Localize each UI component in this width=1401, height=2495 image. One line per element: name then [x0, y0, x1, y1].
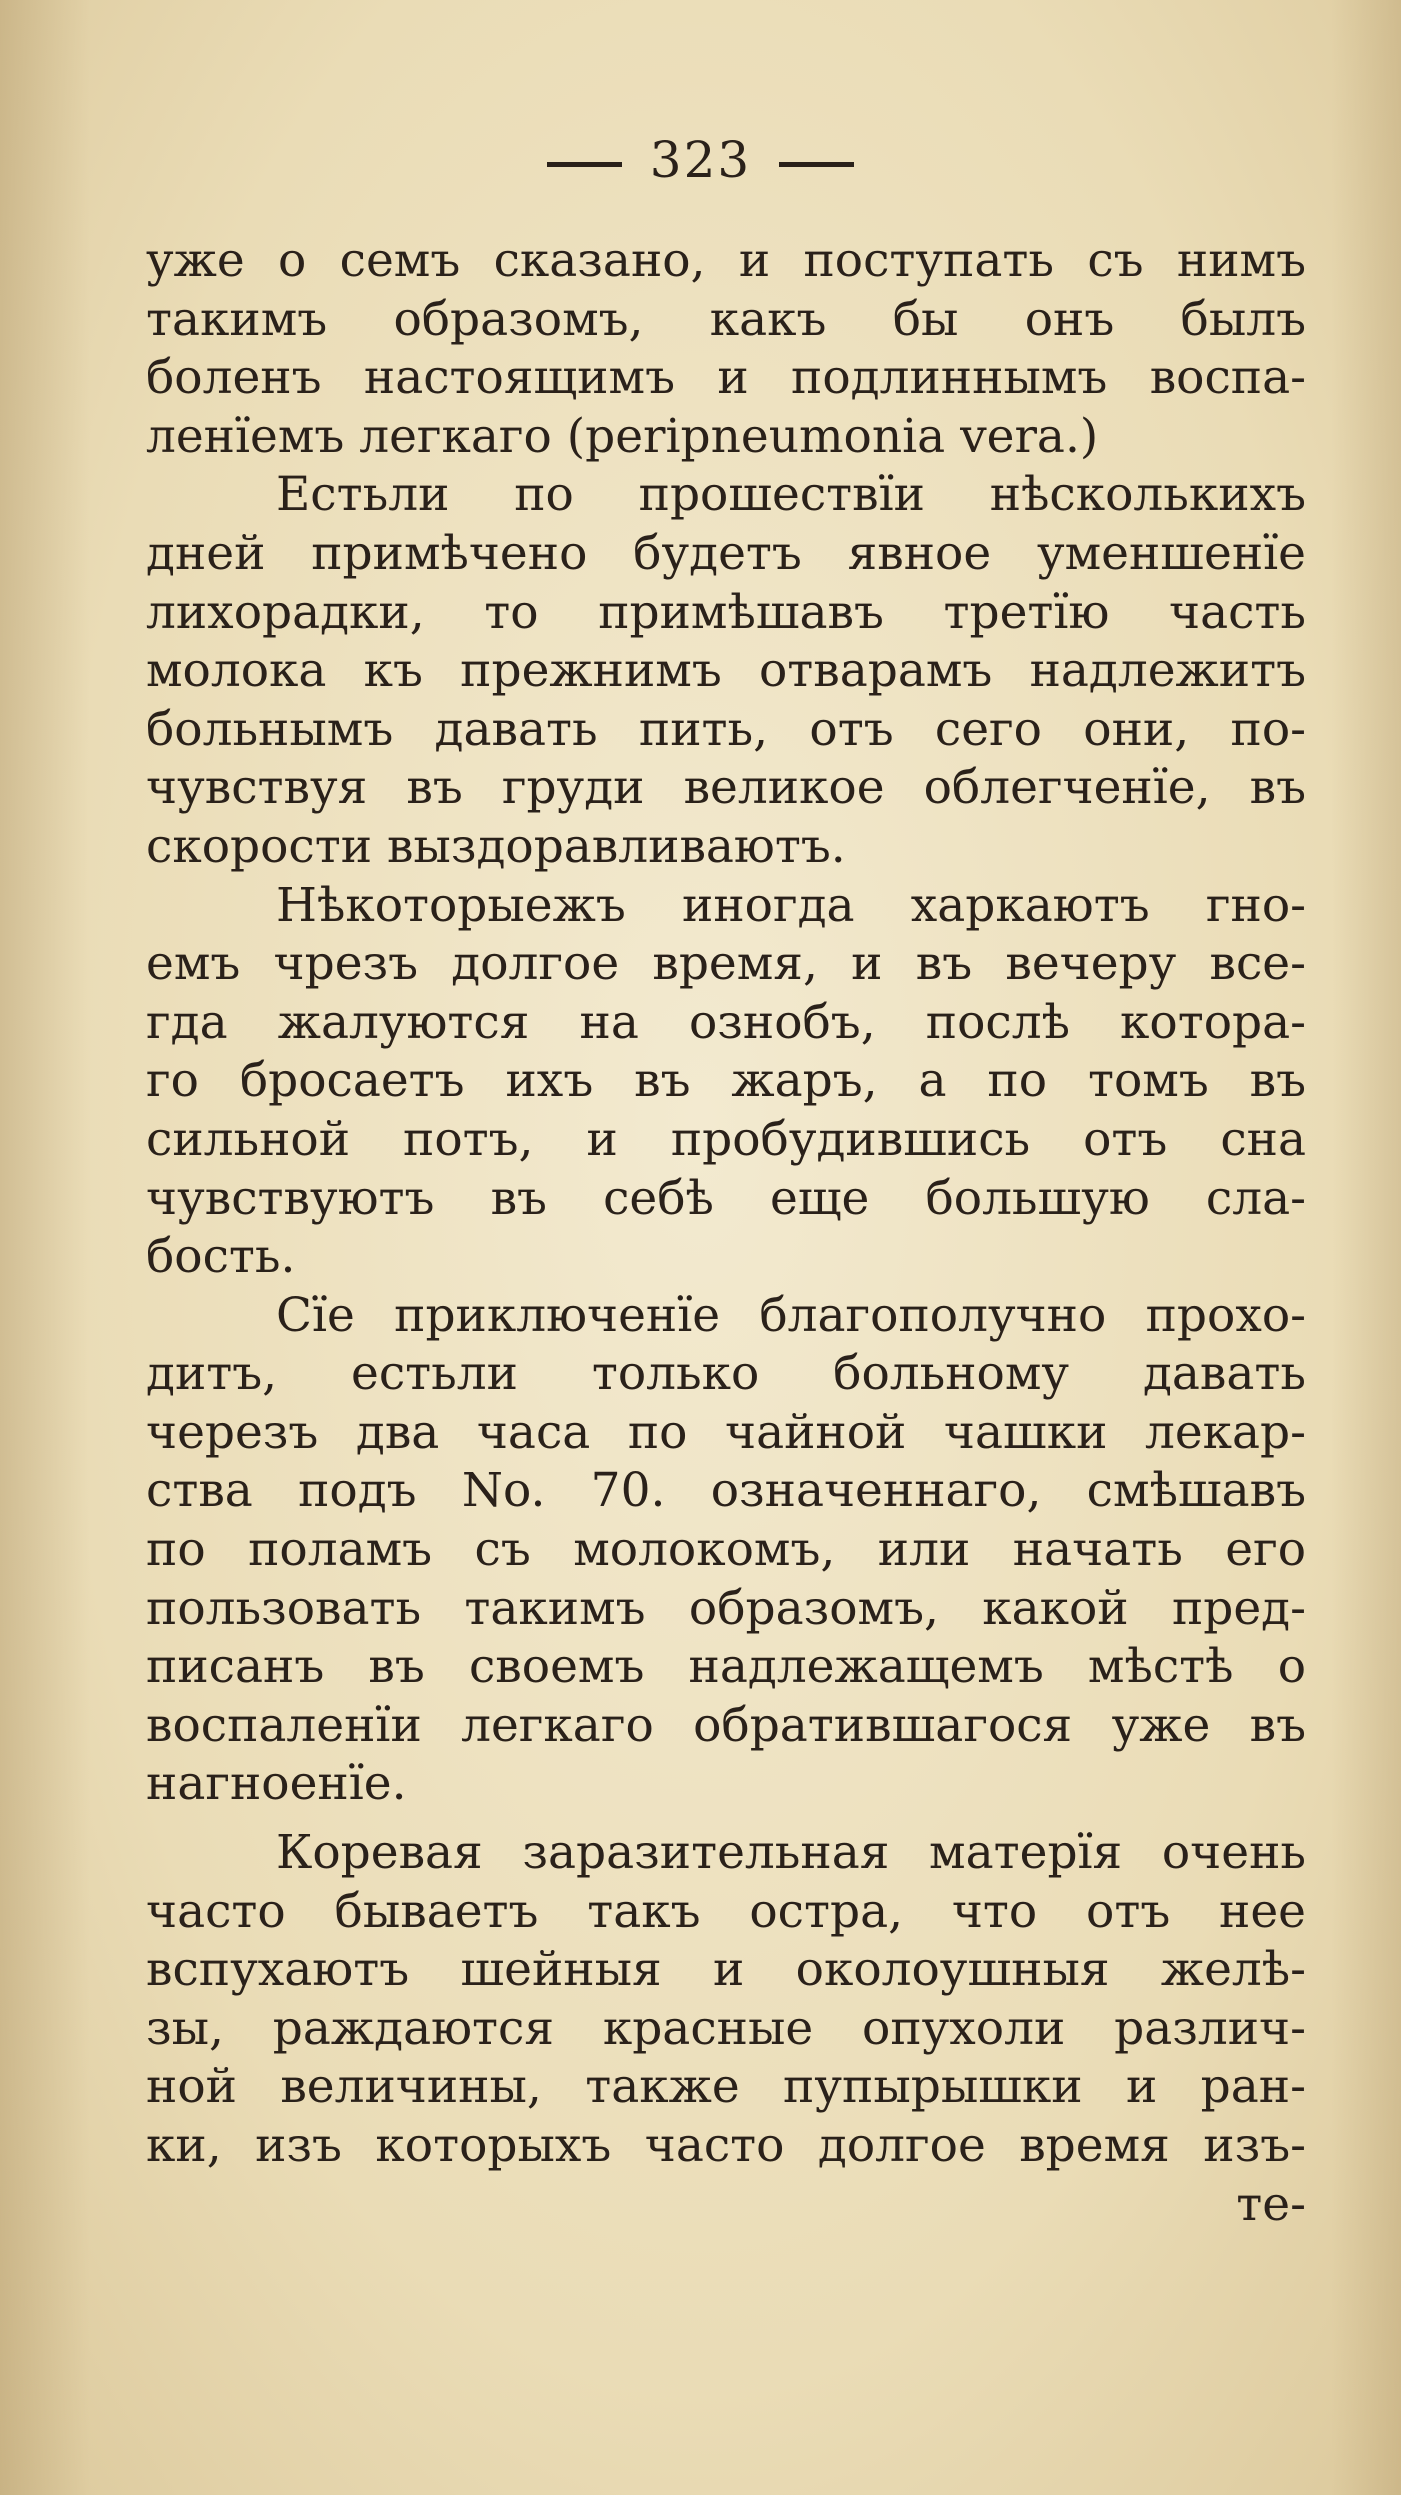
text-line: нагноенїе. [146, 1756, 407, 1812]
page-number: 323 [649, 131, 752, 189]
text-line: Сїе приключенїе благополучно прохо- [276, 1287, 1306, 1343]
text-line: больнымъ давать пить, отъ сего они, по- [146, 701, 1306, 757]
text-line: ки, изъ которыхъ часто долгое время изъ- [146, 2118, 1306, 2173]
text-line: вспухаютъ шейныя и околоушныя желѣ- [146, 1942, 1306, 1998]
text-line: такимъ образомъ, какъ бы онъ былъ [146, 291, 1306, 347]
text-line: Нѣкоторыежъ иногда харкаютъ гно- [276, 877, 1306, 933]
catchword: те- [1236, 2176, 1306, 2232]
text-line: скорости выздоравливаютъ. [146, 818, 846, 874]
body-text [146, 232, 1306, 2234]
text-line: сильной потъ, и пробудившись отъ сна [146, 1111, 1306, 1167]
text-line: ной величины, также пупырышки и ран- [146, 2059, 1306, 2115]
text-line: гда жалуются на ознобъ, послѣ котора- [146, 994, 1306, 1050]
paragraph [146, 877, 1306, 1287]
text-line: по поламъ съ молокомъ, или начать его [146, 1522, 1306, 1578]
text-line: чувствуютъ въ себѣ еще большую сла- [146, 1170, 1306, 1226]
page-header [0, 130, 1401, 190]
paragraph [146, 232, 1306, 466]
text-line: го бросаетъ ихъ въ жаръ, а по томъ въ [146, 1053, 1306, 1109]
text-line: боленъ настоящимъ и подлиннымъ воспа- [146, 350, 1306, 406]
text-line: бость. [146, 1229, 296, 1285]
text-line: дитъ, естьли только больному давать [146, 1346, 1306, 1402]
text-line: пользовать такимъ образомъ, какой пред- [146, 1580, 1306, 1636]
paragraph [146, 466, 1306, 876]
text-line: емъ чрезъ долгое время, и въ вечеру все- [146, 936, 1306, 992]
text-line: писанъ въ своемъ надлежащемъ мѣстѣ о [146, 1639, 1306, 1695]
text-line: ства подъ No. 70. означеннаго, смѣшавъ [146, 1463, 1306, 1519]
right-dash [779, 162, 854, 167]
text-line: чувствуя въ груди великое облегченїе, въ [146, 760, 1306, 816]
text-line: черезъ два часа по чайной чашки лекар- [146, 1404, 1306, 1460]
text-line: уже о семъ сказано, и поступать съ нимъ [146, 233, 1306, 288]
paragraph [146, 1287, 1306, 1814]
text-line: молока къ прежнимъ отварамъ надлежитъ [146, 643, 1306, 699]
text-line: воспаленїи легкаго обратившагося уже въ [146, 1697, 1306, 1753]
paragraph [146, 1824, 1306, 2176]
text-line: Естьли по прошествїи нѣсколькихъ [276, 467, 1306, 523]
text-line: часто бываетъ такъ остра, что отъ нее [146, 1883, 1306, 1939]
left-dash [547, 162, 622, 167]
paragraph-gap [146, 1814, 1306, 1824]
text-line: Коревая заразительная матерїя очень [276, 1825, 1306, 1881]
text-line: зы, раждаются красные опухоли различ- [146, 2000, 1306, 2056]
text-line: ленїемъ легкаго (peripneumonia vera.) [146, 408, 1099, 464]
text-line: дней примѣчено будетъ явное уменшенїе [146, 525, 1306, 581]
text-line: лихорадки, то примѣшавъ третїю часть [146, 584, 1306, 640]
